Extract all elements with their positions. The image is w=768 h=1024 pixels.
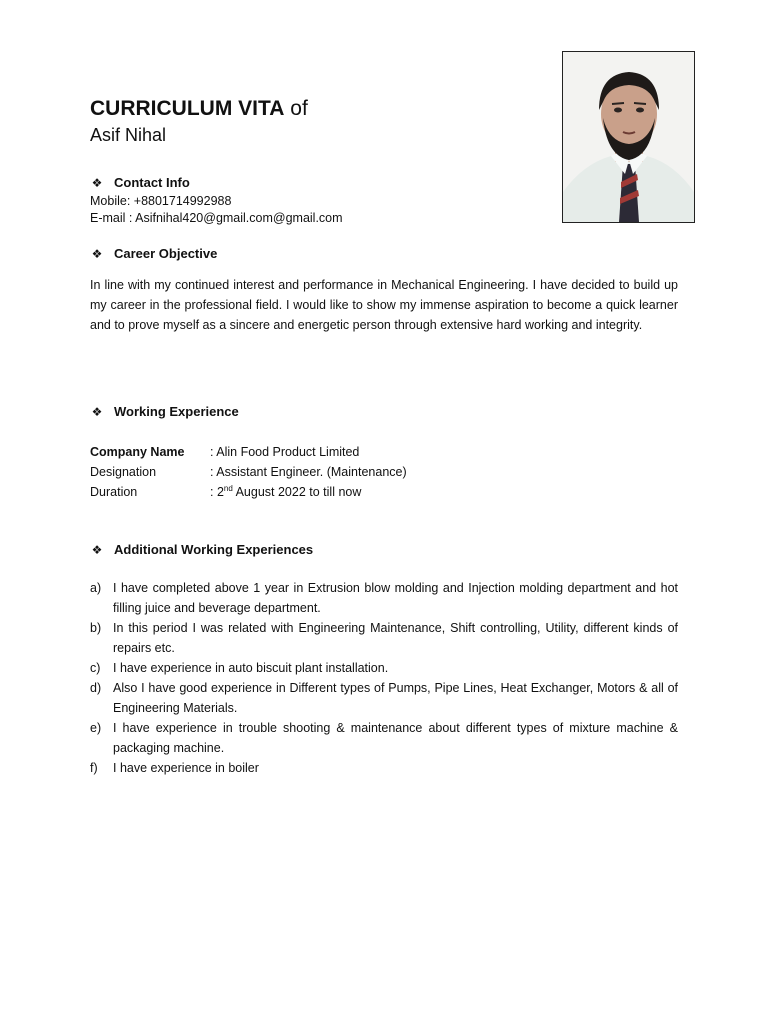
duration-value: : 2nd August 2022 to till now	[210, 483, 362, 499]
designation-value: : Assistant Engineer. (Maintenance)	[210, 465, 407, 479]
duration-label: Duration	[90, 485, 138, 499]
diamond-bullet-icon: ❖	[91, 176, 103, 190]
additional-heading: ❖ Additional Working Experiences	[91, 542, 314, 557]
diamond-bullet-icon: ❖	[91, 247, 103, 261]
list-item: f) I have experience in boiler	[90, 761, 259, 775]
additional-list	[90, 578, 678, 778]
list-item: b) In this period I was related with Engineering Maintenance, Shift controlling, Utility, different kinds of repairs etc.	[90, 621, 678, 655]
list-item: c) I have experience in auto biscuit plant installation.	[90, 661, 389, 675]
diamond-bullet-icon: ❖	[91, 543, 103, 557]
contact-heading: ❖ Contact Info	[91, 175, 190, 190]
contact-mobile: Mobile: +8801714992988	[90, 194, 232, 208]
cv-title: CURRICULUM VITA of	[90, 97, 308, 120]
profile-photo-illustration	[563, 52, 694, 222]
list-item: e) I have experience in trouble shooting & maintenance about different types of mixture machine & packaging machine.	[90, 721, 678, 755]
duration-row	[90, 482, 407, 502]
objective-heading: ❖ Career Objective	[91, 246, 218, 261]
diamond-bullet-icon: ❖	[91, 405, 103, 419]
experience-details	[90, 442, 407, 502]
contact-email: E-mail : Asifnihal420@gmail.com@gmail.com	[90, 211, 343, 225]
objective-text: In line with my continued interest and performance in Mechanical Engineering. I have decided to build up my career in the professional field. I would like to show my immense aspiration to become a quick learner and to prove myself as a sincere and energetic person through extensive hard working and integrity.	[90, 278, 678, 332]
profile-photo	[562, 51, 695, 223]
company-row	[90, 442, 407, 462]
experience-heading: ❖ Working Experience	[91, 404, 239, 419]
list-item: a) I have completed above 1 year in Extrusion blow molding and Injection molding department and hot filling juice and beverage department.	[90, 581, 678, 615]
person-name: Asif Nihal	[90, 125, 167, 145]
company-label: Company Name	[90, 445, 185, 459]
designation-label: Designation	[90, 465, 157, 479]
company-value: : Alin Food Product Limited	[210, 445, 360, 459]
list-item: d) Also I have good experience in Different types of Pumps, Pipe Lines, Heat Exchanger, Motors & all of Engineering Materials.	[90, 681, 678, 715]
title-block	[90, 96, 308, 146]
designation-row	[90, 462, 407, 482]
